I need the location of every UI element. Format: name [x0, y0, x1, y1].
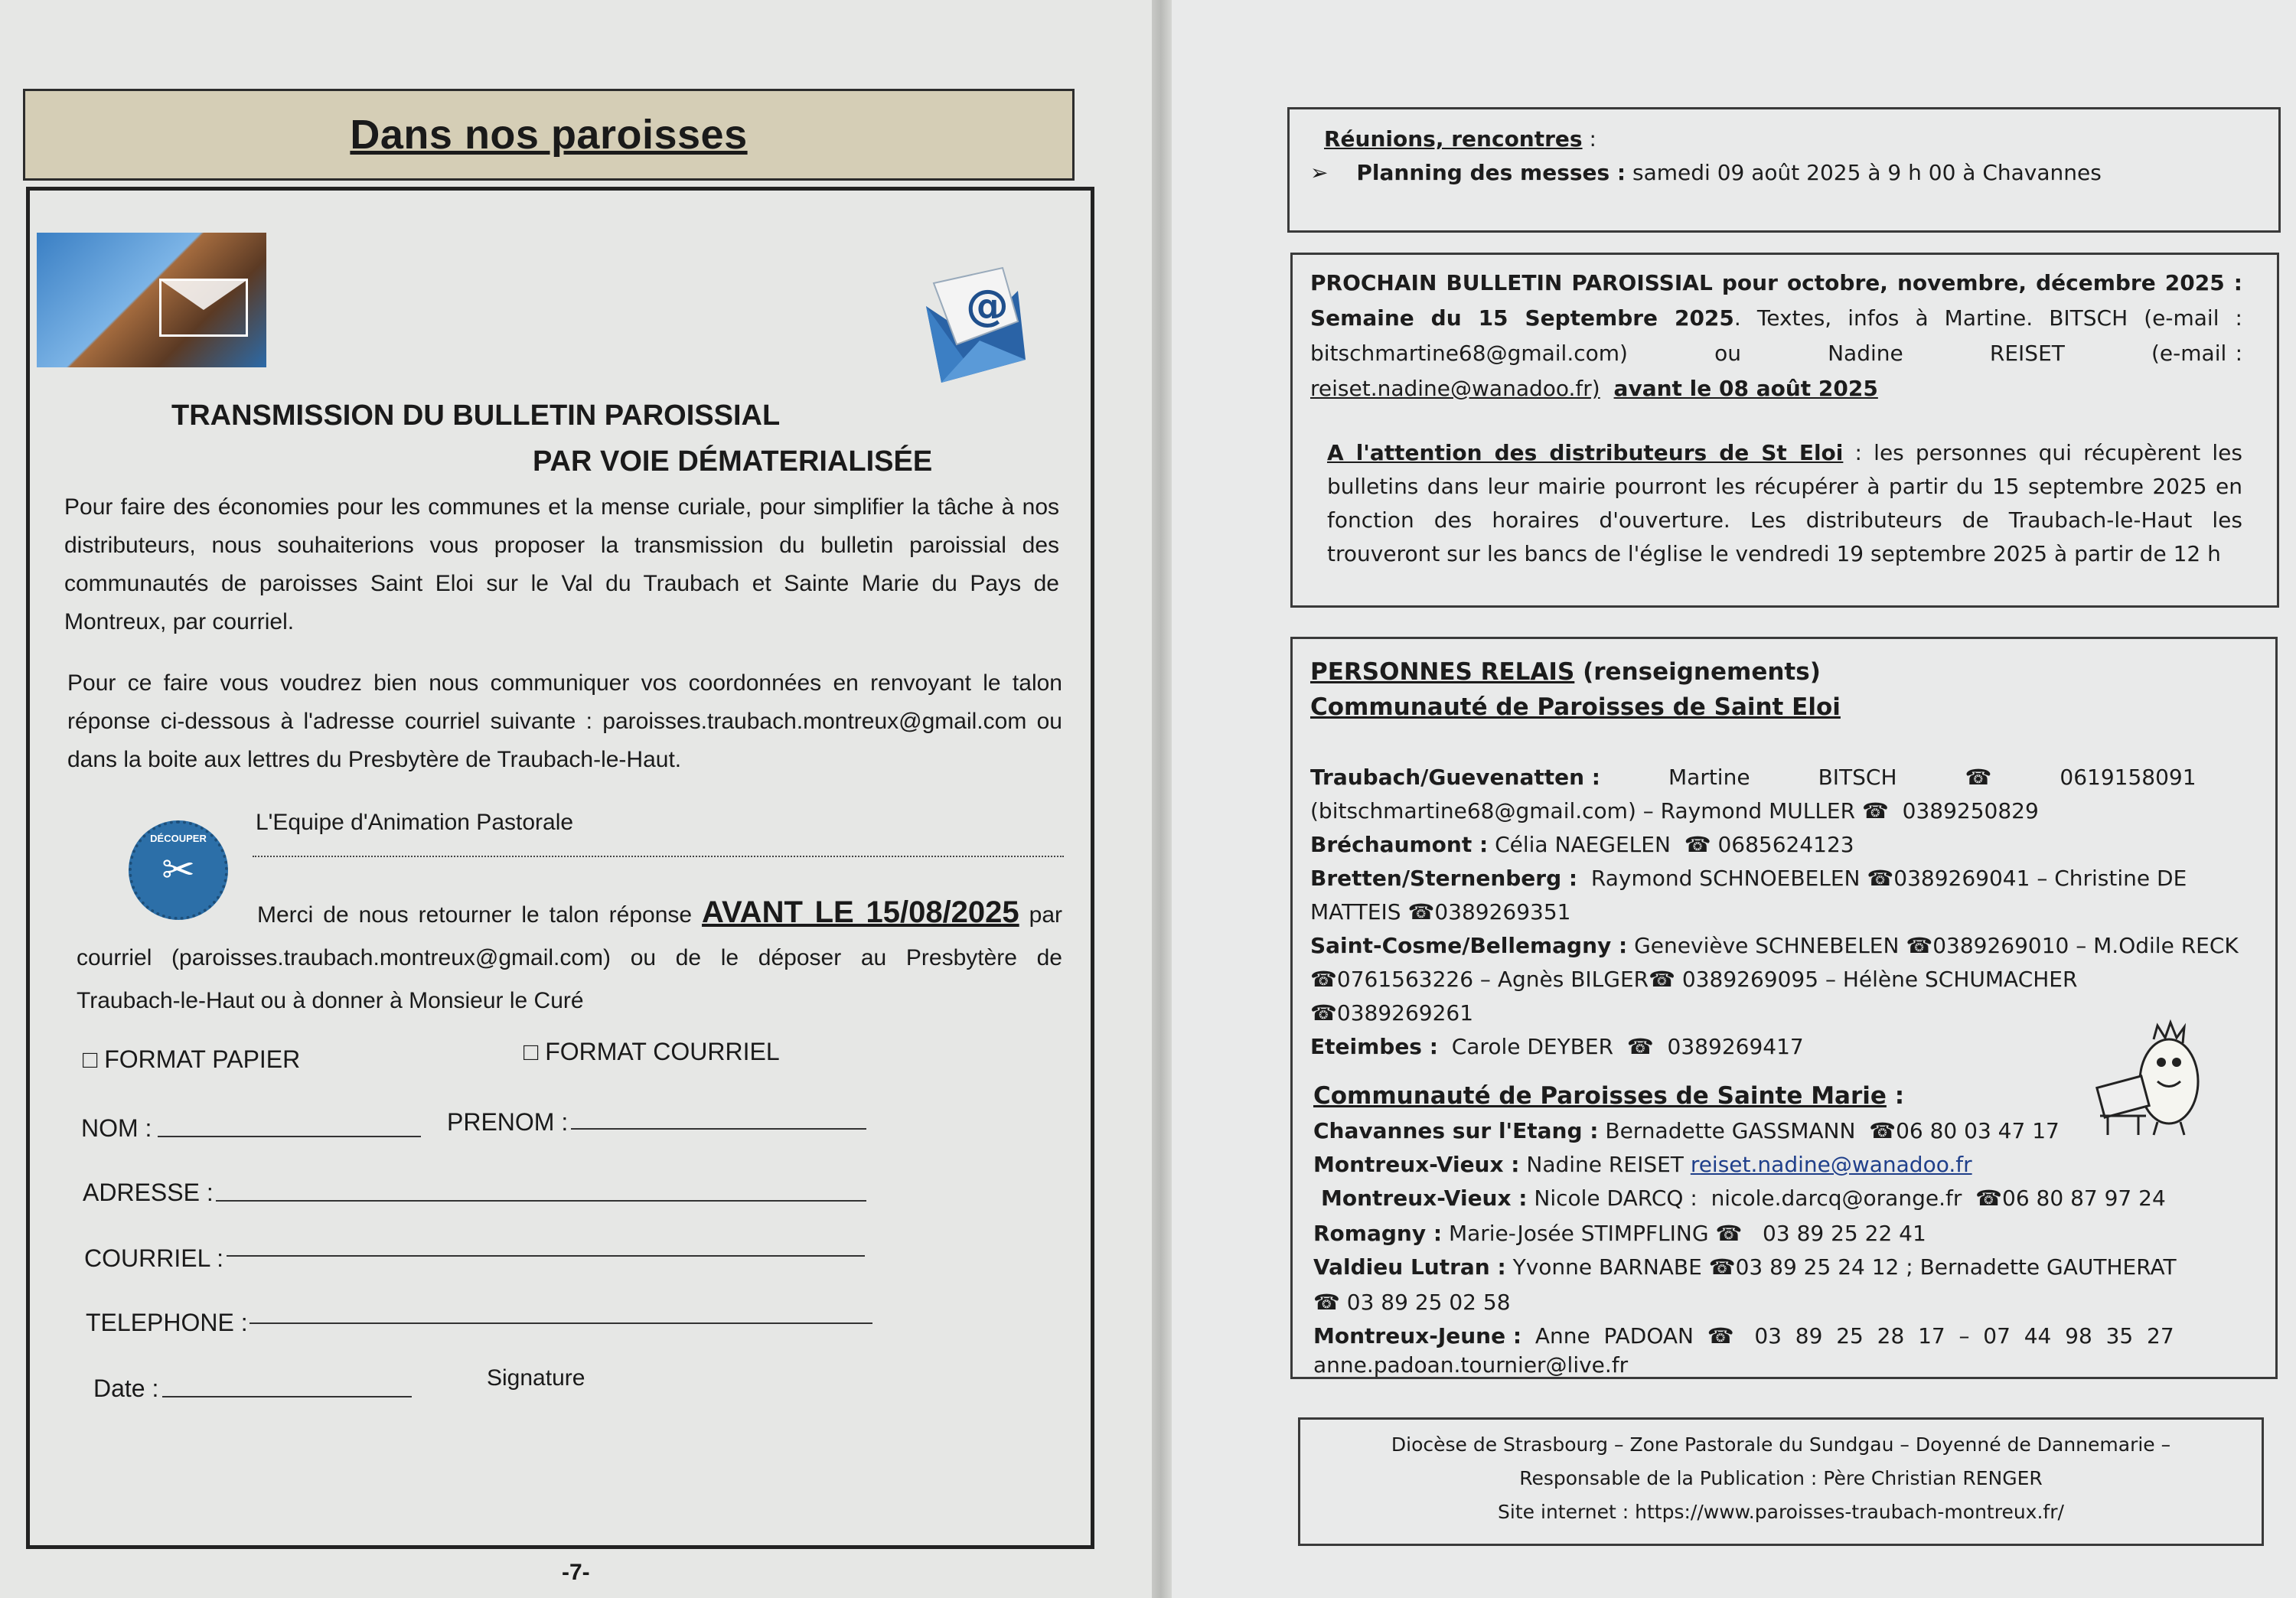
date-label: Date : [93, 1375, 159, 1402]
meetings-item [1310, 156, 2102, 190]
relais-stcosme [1310, 929, 2239, 963]
return-notice-end: par courriel (paroisses.traubach.montreux@gmail.com) ou de le déposer au Presbytère de Traubach-le-Haut ou à donner à Monsieur le Curé [77, 902, 1062, 1013]
seal-label: DÉCOUPER [150, 833, 207, 844]
return-notice [77, 891, 1062, 1022]
relais-eteimbes-label: Eteimbes : [1310, 1034, 1438, 1059]
relais-bretten [1310, 862, 2187, 895]
community-2-title: Communauté de Paroisses de Sainte Marie [1313, 1082, 1887, 1110]
relais-romagny [1313, 1217, 1926, 1251]
format-paper-checkbox[interactable]: □ FORMAT PAPIER [83, 1045, 301, 1073]
relais-stcosme-text: Geneviève SCHNEBELEN ☎0389269010 – M.Odile RECK [1627, 933, 2239, 958]
prenom-label: PRENOM : [447, 1108, 569, 1136]
relais-mv2-label: Montreux-Vieux : [1321, 1185, 1528, 1211]
adresse-field[interactable] [216, 1200, 866, 1202]
relais-mj-email[interactable]: anne.padoan.tournier@live.fr [1313, 1352, 1629, 1378]
meetings-colon: : [1582, 126, 1596, 152]
courriel-field[interactable] [227, 1255, 865, 1257]
relais-stcosme-line-3: ☎0389269261 [1310, 1000, 1474, 1026]
section-banner [23, 89, 1075, 181]
next-bulletin-week: Semaine du 15 Septembre 2025 [1310, 305, 1734, 331]
meetings-item-label: Planning des messes : [1356, 160, 1626, 185]
relais-bretten-line-2: MATTEIS ☎0389269351 [1310, 899, 1571, 925]
relais-valdieu [1313, 1251, 2177, 1284]
relais-brechaumont-label: Bréchaumont : [1310, 832, 1489, 857]
title-line-1: TRANSMISSION DU BULLETIN PAROISSIAL [171, 400, 781, 432]
nom-label: NOM : [81, 1114, 152, 1142]
courriel-label: COURRIEL : [84, 1244, 223, 1272]
signature-label: Signature [487, 1365, 585, 1391]
distributors-heading: A l'attention des distributeurs de St Eloi [1327, 440, 1844, 465]
community-2-colon: : [1886, 1082, 1905, 1110]
footer-website-link[interactable]: Site internet : https://www.paroisses-traubach-montreux.fr/ [1498, 1501, 2064, 1523]
email-at-icon [911, 253, 1033, 383]
relais-bretten-label: Bretten/Sternenberg : [1310, 866, 1578, 891]
banner-title: Dans nos paroisses [350, 112, 748, 158]
relais-mj-label: Montreux-Jeune : [1313, 1323, 1522, 1349]
distributors-line-2: bulletins dans leur mairie pourront les récupérer à partir du 15 septembre 2025 en [1327, 474, 2242, 499]
relais-chavannes-label: Chavannes sur l'Etang : [1313, 1118, 1599, 1143]
telephone-label: TELEPHONE : [86, 1309, 248, 1336]
next-bulletin-email[interactable]: reiset.nadine@wanadoo.fr) [1310, 376, 1600, 401]
relais-mj-text: Anne PADOAN ☎ 03 89 25 28 17 – 07 44 98 35 27 [1521, 1323, 2174, 1349]
next-bulletin-line-4 [1310, 372, 1878, 406]
relais-mv2-text: Nicole DARCQ : nicole.darcq@orange.fr ☎06 80 87 97 24 [1527, 1185, 2166, 1211]
relais-chavannes-text: Bernadette GASSMANN ☎06 80 03 47 17 [1598, 1118, 2060, 1143]
relais-brechaumont-text: Célia NAEGELEN ☎ 0685624123 [1488, 832, 1854, 857]
footer-line-1: Diocèse de Strasbourg – Zone Pastorale du Sundgau – Doyenné de Dannemarie – [1391, 1433, 2171, 1456]
date-field[interactable] [162, 1396, 412, 1397]
distributors-line-3: fonction des horaires d'ouverture. Les distributeurs de Traubach-le-Haut les [1327, 507, 2242, 533]
relais-heading: PERSONNES RELAIS [1310, 658, 1575, 686]
relais-traubach [1310, 761, 2236, 794]
relais-romagny-label: Romagny : [1313, 1221, 1443, 1246]
relais-eteimbes-text: Carole DEYBER ☎ 0389269417 [1437, 1034, 1804, 1059]
cut-line [253, 856, 1064, 857]
svg-text:@: @ [966, 281, 1009, 331]
relais-eteimbes [1310, 1030, 1804, 1064]
relais-stcosme-line-2: ☎0761563226 – Agnès BILGER☎ 0389269095 – Hélène SCHUMACHER [1310, 967, 2078, 992]
bullet-arrow-icon: ➢ [1310, 160, 1329, 185]
email-photo [37, 233, 266, 367]
next-bulletin-line-3: bitschmartine68@gmail.com) ou Nadine REISET (e-mail : [1310, 341, 2242, 366]
meetings-heading: Réunions, rencontres [1324, 126, 1583, 152]
team-signature: L'Equipe d'Animation Pastorale [256, 810, 574, 835]
title-line-2: PAR VOIE DÉMATERIALISÉE [533, 445, 933, 478]
return-deadline: AVANT LE 15/08/2025 [702, 895, 1019, 929]
community-1-heading [1310, 690, 1841, 724]
intro-paragraph: Pour faire des économies pour les communes et la mense curiale, pour simplifier la tâche à nos distributeurs, nous souhaiterions vous proposer la transmission du bulletin paroissial des communautés de paroisses Saint Eloi sur le Val du Traubach et Sainte Marie du Pays de Montreux, par courriel. [64, 494, 1059, 634]
relais-mv1-email-link[interactable]: reiset.nadine@wanadoo.fr [1690, 1152, 1972, 1177]
return-notice-start: Merci de nous retourner le talon réponse [257, 902, 693, 928]
footer-line-2: Responsable de la Publication : Père Christian RENGER [1519, 1467, 2043, 1489]
relais-chavannes [1313, 1114, 2060, 1148]
meetings-item-text: samedi 09 août 2025 à 9 h 00 à Chavannes [1626, 160, 2102, 185]
meetings-heading-line [1324, 122, 1596, 156]
relais-valdieu-line-2: ☎ 03 89 25 02 58 [1313, 1290, 1511, 1315]
community-1-title: Communauté de Paroisses de Saint Eloi [1310, 693, 1841, 721]
relais-valdieu-text: Yvonne BARNABE ☎03 89 25 24 12 ; Bernadette GAUTHERAT [1505, 1254, 2177, 1280]
relais-mv1-label: Montreux-Vieux : [1313, 1152, 1520, 1177]
relais-heading-line [1310, 655, 1821, 689]
mascot-reading-icon [2085, 1009, 2215, 1139]
relais-brechaumont [1310, 828, 1854, 862]
page-number: -7- [562, 1560, 590, 1585]
format-email-checkbox[interactable]: □ FORMAT COURRIEL [523, 1038, 780, 1065]
next-bulletin-line-2-rest: . Textes, infos à Martine. BITSCH (e-mail : [1733, 305, 2242, 331]
relais-montreux-vieux-2 [1321, 1182, 2166, 1215]
nom-field[interactable] [158, 1136, 421, 1137]
relais-traubach-text: Martine BITSCH ☎ 0619158091 [1668, 765, 2197, 790]
next-bulletin-line-2 [1310, 302, 2242, 335]
distributors-line-4: trouveront sur les bancs de l'église le vendredi 19 septembre 2025 à partir de 12 h [1327, 541, 2221, 566]
page-gutter [1152, 0, 1172, 1598]
telephone-field[interactable] [249, 1322, 872, 1324]
prenom-field[interactable] [571, 1128, 866, 1130]
footer [1301, 1428, 2261, 1529]
next-bulletin-deadline: avant le 08 août 2025 [1613, 376, 1878, 401]
relais-traubach-line-2: (bitschmartine68@gmail.com) – Raymond MULLER ☎ 0389250829 [1310, 798, 2039, 823]
relais-valdieu-label: Valdieu Lutran : [1313, 1254, 1506, 1280]
next-bulletin-line-1: PROCHAIN BULLETIN PAROISSIAL pour octobre, novembre, décembre 2025 : [1310, 270, 2242, 295]
community-2-heading [1313, 1079, 1904, 1113]
relais-romagny-text: Marie-Josée STIMPFLING ☎ 03 89 25 22 41 [1442, 1221, 1926, 1246]
envelope-icon [159, 279, 248, 337]
relais-sub: (renseignements) [1574, 658, 1821, 686]
relais-bretten-text: Raymond SCHNOEBELEN ☎0389269041 – Christine DE [1577, 866, 2187, 891]
scissors-icon: ✂ [161, 848, 195, 892]
distributors-line-1 [1327, 436, 2242, 470]
instructions-paragraph: Pour ce faire vous voudrez bien nous communiquer vos coordonnées en renvoyant le talon réponse ci-dessous à l'adresse courriel suivante : paroisses.traubach.montreux@gmail.com ou dans la boite aux lettres du Presbytère de Traubach-le-Haut. [67, 670, 1062, 772]
adresse-label: ADRESSE : [83, 1179, 214, 1206]
relais-stcosme-label: Saint-Cosme/Bellemagny : [1310, 933, 1628, 958]
relais-montreux-vieux-1 [1313, 1148, 1972, 1182]
distributors-line-1-rest: : les personnes qui récupèrent les [1843, 440, 2242, 465]
relais-mv1-text: Nadine REISET [1519, 1152, 1691, 1177]
relais-traubach-label: Traubach/Guevenatten : [1310, 765, 1600, 790]
